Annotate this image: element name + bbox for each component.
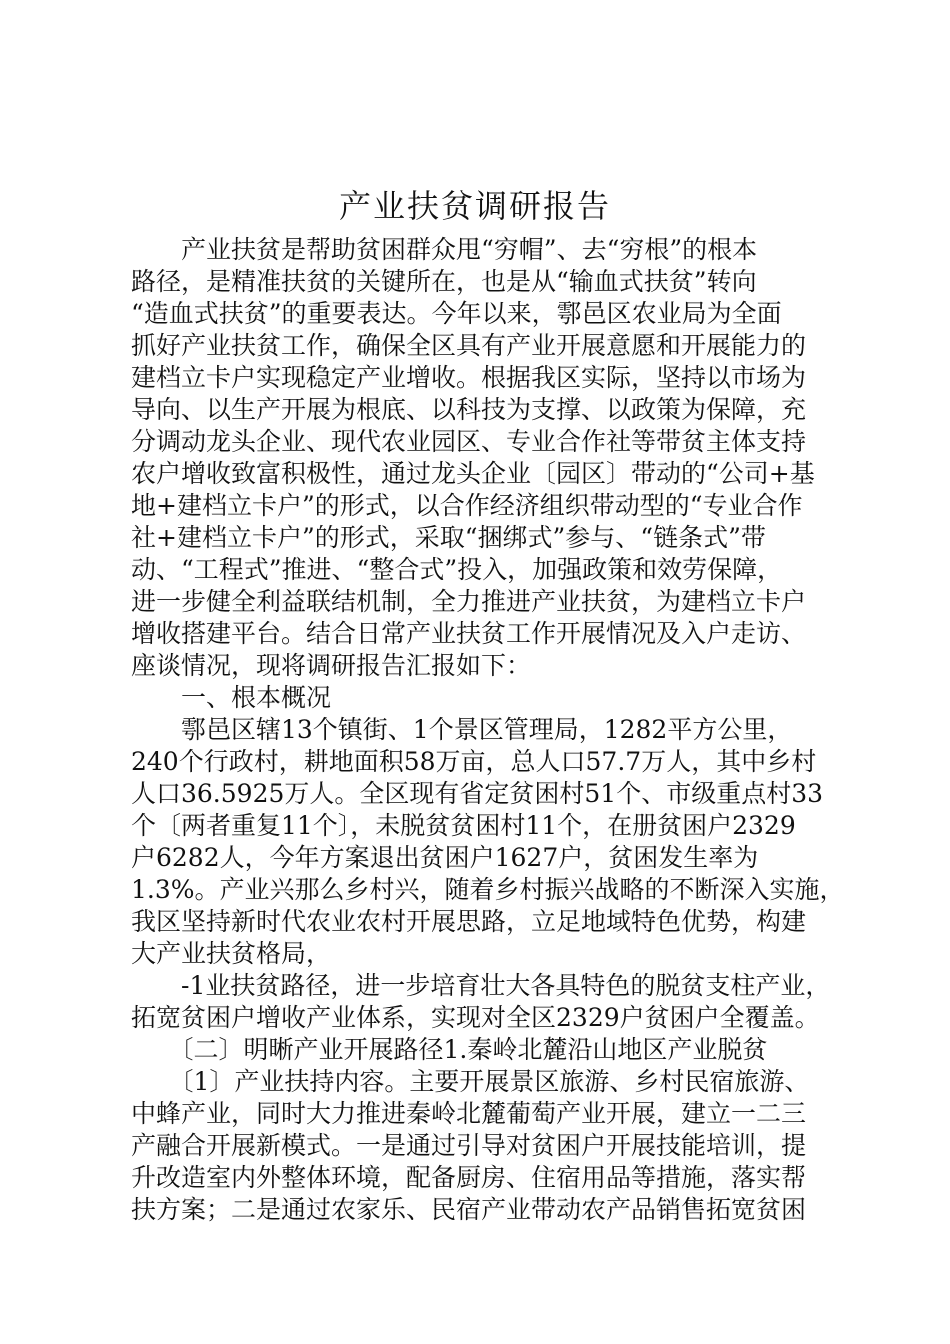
body-line: 拓宽贫困户增收产业体系，实现对全区2329户贫困户全覆盖。 <box>131 1003 820 1032</box>
body-line: 分调动龙头企业、现代农业园区、专业合作社等带贫主体支持 <box>131 427 807 456</box>
body-line: 中蜂产业，同时大力推进秦岭北麓葡萄产业开展，建立一二三 <box>131 1099 807 1128</box>
body-line: 240个行政村，耕地面积58万亩，总人口57.7万人，其中乡村 <box>131 747 817 776</box>
body-line: 1.3%。产业兴那么乡村兴，随着乡村振兴战略的不断深入实施， <box>131 875 845 904</box>
body-line: 大产业扶贫格局， <box>131 939 332 968</box>
body-line: 鄠邑区辖13个镇街、1个景区管理局，1282平方公里， <box>131 715 793 744</box>
body-line: 扶方案；二是通过农家乐、民宿产业带动农产品销售拓宽贫困 <box>131 1195 807 1224</box>
body-line: 升改造室内外整体环境，配备厨房、住宿用品等措施，落实帮 <box>131 1163 807 1192</box>
body-line: 农户增收致富积极性，通过龙头企业〔园区〕带动的“公司+基 <box>131 459 815 488</box>
section-heading: 一、根本概况 <box>131 683 332 712</box>
body-line: 产融合开展新模式。一是通过引导对贫困户开展技能培训，提 <box>131 1131 807 1160</box>
body-line: 〔1〕产业扶持内容。主要开展景区旅游、乡村民宿旅游、 <box>131 1067 810 1096</box>
body-line: 人口36.5925万人。全区现有省定贫困村51个、市级重点村33 <box>131 779 824 808</box>
body-line: 动、“工程式”推进、“整合式”投入，加强政策和效劳保障， <box>131 555 783 584</box>
page-title: 产业扶贫调研报告 <box>338 187 611 225</box>
body-line: 个〔两者重复11个〕，未脱贫贫困村11个，在册贫困户2329 <box>131 811 796 840</box>
body-line: 产业扶贫是帮助贫困群众甩“穷帽”、去“穷根”的根本 <box>131 235 758 264</box>
body-line: 增收搭建平台。结合日常产业扶贫工作开展情况及入户走访、 <box>131 619 807 648</box>
body-line: 我区坚持新时代农业农村开展思路，立足地域特色优势，构建 <box>131 907 807 936</box>
body-line: 地+建档立卡户”的形式，以合作经济组织带动型的“专业合作 <box>131 491 803 520</box>
body-line: 导向、以生产开展为根底、以科技为支撑、以政策为保障，充 <box>131 395 807 424</box>
body-line: -1业扶贫路径，进一步培育壮大各具特色的脱贫支柱产业， <box>131 971 831 1000</box>
body-line: 建档立卡户实现稳定产业增收。根据我区实际，坚持以市场为 <box>131 363 807 392</box>
body-line: 路径，是精准扶贫的关键所在，也是从“输血式扶贫”转向 <box>131 267 757 296</box>
body-line: 抓好产业扶贫工作，确保全区具有产业开展意愿和开展能力的 <box>131 331 807 360</box>
section-heading: 〔二〕明晰产业开展路径1.秦岭北麓沿山地区产业脱贫 <box>131 1035 768 1064</box>
body-line: 座谈情况，现将调研报告汇报如下： <box>131 651 532 680</box>
body-line: 户6282人，今年方案退出贫困户1627户，贫困发生率为 <box>131 843 759 872</box>
body-line: “造血式扶贫”的重要表达。今年以来，鄠邑区农业局为全面 <box>131 299 782 328</box>
body-line: 社+建档立卡户”的形式，采取“捆绑式”参与、“链条式”带 <box>131 523 766 552</box>
body-line: 进一步健全利益联结机制，全力推进产业扶贫，为建档立卡户 <box>131 587 807 616</box>
